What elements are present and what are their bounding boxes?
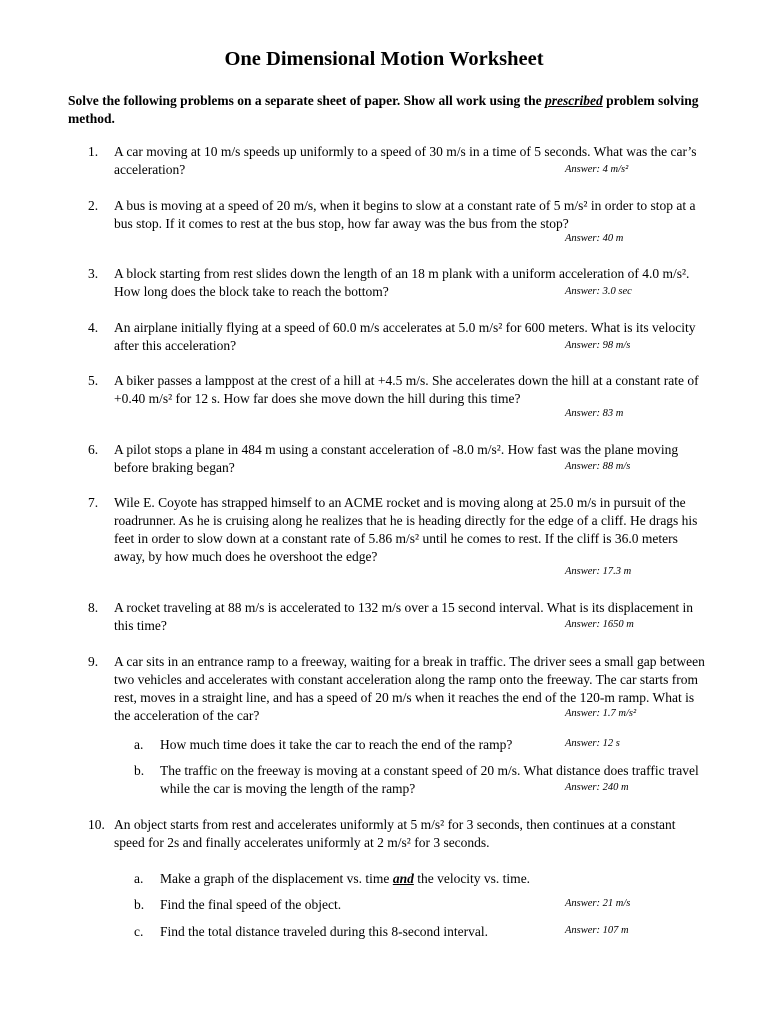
instructions-part2: problem solving method.: [68, 93, 699, 126]
sub-text: The traffic on the freeway is moving at a constant speed of 20 m/s. What distance does traffic travel while the car is moving the length of the ramp?: [160, 763, 699, 796]
answer-3: Answer: 3.0 sec: [565, 286, 632, 297]
sub-text-after: the velocity vs. time.: [413, 871, 531, 886]
problem-text: A car moving at 10 m/s speeds up uniformly to a speed of 30 m/s in a time of 5 seconds. What was the car’s acceleration?: [114, 144, 697, 177]
problem-number: 7.: [88, 495, 99, 510]
sub-letter: c.: [134, 924, 144, 939]
problem-text: A pilot stops a plane in 484 m using a constant acceleration of -8.0 m/s². How fast was the plane moving before braking began?: [114, 442, 679, 475]
sub-text: How much time does it take the car to reach the end of the ramp?: [160, 737, 513, 752]
problem-text: A car sits in an entrance ramp to a freeway, waiting for a break in traffic. The driver sees a small gap between two vehicles and accelerates with constant acceleration along the ramp onto the freeway. The car starts from rest, moves in a straight line, and has a speed of 20 m/s when it reaches the end of the 120-m ramp. What is the acceleration of the car?: [114, 654, 705, 723]
answer-4: Answer: 98 m/s: [565, 340, 631, 351]
problem-number: 3.: [88, 266, 99, 281]
problem-number: 4.: [88, 320, 99, 335]
problem-number: 10.: [88, 817, 105, 832]
instructions: [68, 92, 708, 128]
page-title: One Dimensional Motion Worksheet: [224, 48, 544, 70]
instructions-part1: Solve the following problems on a separate sheet of paper. Show all work using the: [68, 93, 546, 108]
sub-text: [160, 870, 706, 888]
sub-letter: a.: [134, 871, 144, 886]
sub-letter: b.: [134, 897, 145, 912]
sub-text: Find the total distance traveled during this 8-second interval.: [160, 924, 489, 939]
answer-7: Answer: 17.3 m: [565, 566, 632, 577]
problem-number: 9.: [88, 654, 99, 669]
problem-text: A bus is moving at a speed of 20 m/s, when it begins to slow at a constant rate of 5 m/s² in order to stop at a bus stop. If it comes to rest at the bus stop, how far away was the bus from the stop?: [114, 198, 696, 231]
answer-9b: Answer: 240 m: [565, 782, 629, 793]
sub-letter: b.: [134, 763, 145, 778]
problem-text: An object starts from rest and accelerates uniformly at 5 m/s² for 3 seconds, then continues at a constant speed for 2s and finally accelerates uniformly at 2 m/s² for 3 seconds.: [114, 817, 676, 850]
sub-text: Find the final speed of the object.: [160, 897, 342, 912]
problem-number: 5.: [88, 373, 99, 388]
problem-number: 6.: [88, 442, 99, 457]
answer-9a: Answer: 12 s: [565, 738, 620, 749]
answer-10b: Answer: 21 m/s: [565, 898, 631, 909]
problem-text: A biker passes a lamppost at the crest of a hill at +4.5 m/s. She accelerates down the hill at a constant rate of +0.40 m/s² for 12 s. How far does she move down the hill during this time?: [114, 373, 699, 406]
sub-letter: a.: [134, 737, 144, 752]
problem-text: An airplane initially flying at a speed of 60.0 m/s accelerates at 5.0 m/s² for 600 meters. What is its velocity after this acceleration?: [114, 320, 696, 353]
problem-text: Wile E. Coyote has strapped himself to an ACME rocket and is moving along at 25.0 m/s in pursuit of the roadrunner. As he is cruising along he realizes that he is heading directly for the edge of a cliff. He drags his feet in order to slow down at a constant rate of 5.86 m/s² until he comes to rest. If the cliff is 36.0 meters away, by how much does he overshoot the edge?: [114, 495, 698, 564]
answer-1: Answer: 4 m/s²: [565, 164, 629, 175]
answer-8: Answer: 1650 m: [565, 619, 634, 630]
problem-number: 2.: [88, 198, 99, 213]
answer-6: Answer: 88 m/s: [565, 461, 631, 472]
instructions-emphasis: prescribed: [545, 93, 603, 108]
problem-number: 1.: [88, 144, 99, 159]
answer-9: Answer: 1.7 m/s²: [565, 708, 637, 719]
sub-text-emphasis: and: [392, 871, 414, 886]
answer-5: Answer: 83 m: [565, 408, 624, 419]
problem-number: 8.: [88, 600, 99, 615]
problem-text: A rocket traveling at 88 m/s is accelerated to 132 m/s over a 15 second interval. What is its displacement in this time?: [114, 600, 693, 633]
problem-text: A block starting from rest slides down the length of an 18 m plank with a uniform acceleration of 4.0 m/s². How long does the block take to reach the bottom?: [114, 266, 690, 299]
answer-10c: Answer: 107 m: [565, 925, 629, 936]
sub-text-before: Make a graph of the displacement vs. time: [160, 871, 393, 886]
answer-2: Answer: 40 m: [565, 233, 624, 244]
